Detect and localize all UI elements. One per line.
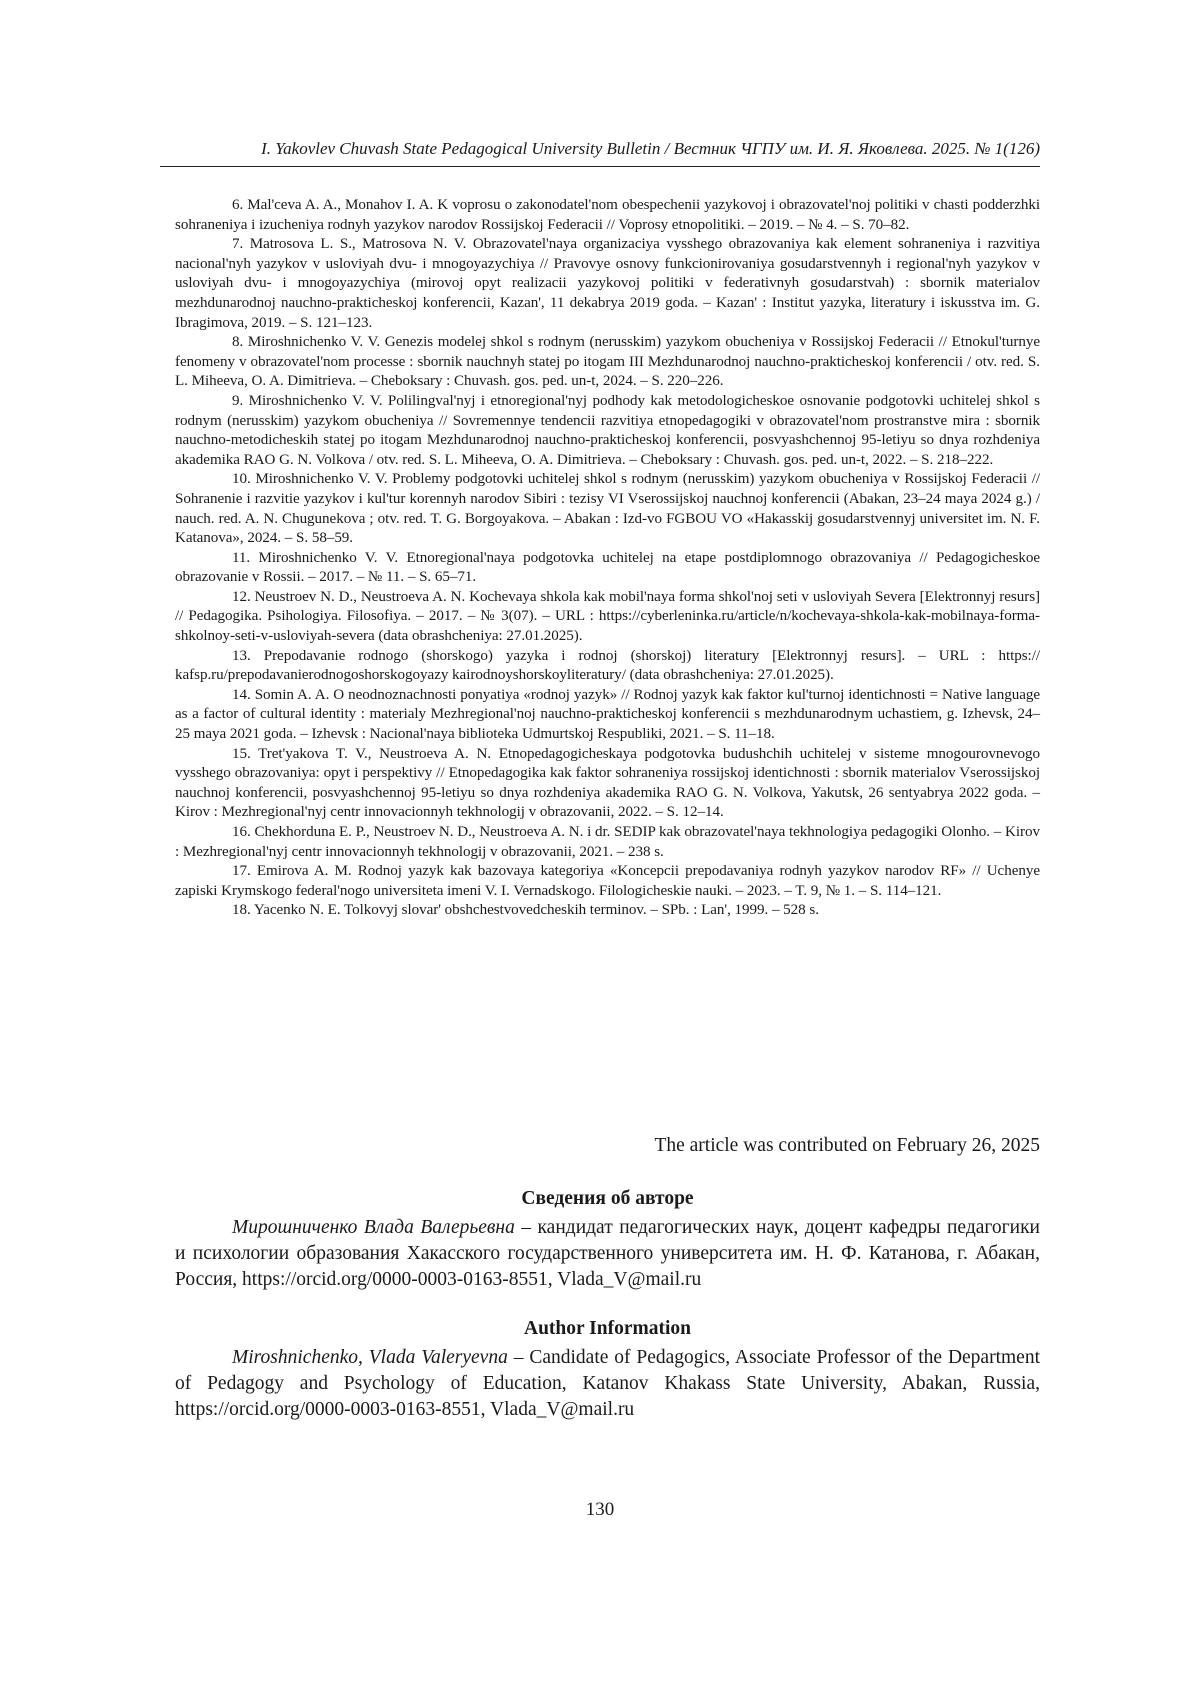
- reference-entry: 8. Miroshnichenko V. V. Genezis modelej shkol s rodnym (nerusskim) yazykom obucheniya v Rossijskoj Federacii // Etnokul'turnye fenomeny v obrazovatel'nom processe : sbornik nauchnyh statej po itogam III Mezhdunarodnoj nauchno-prakticheskoj konferencii / otv. red. S. L. Miheeva, O. A. Dimitrieva. – Cheboksary : Chuvash. gos. ped. un-t, 2024. – S. 220–226.: [175, 334, 1040, 390]
- reference-entry: 14. Somin A. A. O neodnoznachnosti ponyatiya «rodnoj yazyk» // Rodnoj yazyk kak faktor kul'turnoj identichnosti = Native language as a factor of cultural identity : materialy Mezhregional'noj nauchno-prakticheskoj konferencii s mezhdunarodnym uchastiem, g. Izhevsk, 24–25 maya 2021 goda. – Izhevsk : Nacional'naya biblioteka Udmurtskoj Respubliki, 2021. – S. 11–18.: [175, 686, 1040, 743]
- reference-entry: 16. Chekhorduna E. P., Neustroev N. D., Neustroeva A. N. i dr. SEDIP kak obrazovatel'naya tekhnologiya pedagogiki Olonho. – Kirov : Mezhregional'nyj centr innovacionnyh tekhnologij v obrazovanii, 2021. – 238 s.: [175, 824, 1040, 860]
- author-heading-ru: Сведения об авторе: [521, 1188, 694, 1209]
- reference-entry: 15. Tret'yakova T. V., Neustroeva A. N. Etnopedagogicheskaya podgotovka budushchih uchitelej v sisteme mnogourovnevogo vysshego obrazovaniya: opyt i perspektivy // Etnopedagogika kak faktor sohraneniya rossijskoj identichnosti : sbornik materialov Vserossijskoj nauchnoj konferencii, posvyashchennoj 95-letiyu so dnya rozhdeniya akademika RAO G. N. Volkova, Yakutsk, 26 sentyabrya 2022 goda. – Kirov : Mezhregional'nyj centr innovacionnyh tekhnologij v obrazovanii, 2022. – S. 12–14.: [175, 745, 1040, 821]
- author-paragraph-en: [175, 1345, 1040, 1423]
- reference-entry: 7. Matrosova L. S., Matrosova N. V. Obrazovatel'naya organizaciya vysshego obrazovaniya kak element sohraneniya i razvitiya nacional'nyh yazykov v usloviyah dvu- i mnogoyazychiya // Pravovye osnovy funkcionirovaniya gosudarstvennyh i regional'nyh yazykov v usloviyah dvu- i mnogoyazychiya (mirovoj opyt realizacii yazykovoj politiki v federativnyh gosudarstvah) : sbornik materialov mezhdunarodnoj nauchno-prakticheskoj konferencii, Kazan', 11 dekabrya 2019 goda. – Kazan' : Institut yazyka, literatury i iskusstva im. G. Ibragimova, 2019. – S. 121–123.: [175, 236, 1040, 331]
- reference-entry: 11. Miroshnichenko V. V. Etnoregional'naya podgotovka uchitelej na etape postdiplomnogo obrazovaniya // Pedagogicheskoe obrazovanie v Rossii. – 2017. – № 11. – S. 65–71.: [175, 549, 1040, 586]
- reference-entry: 12. Neustroev N. D., Neustroeva A. N. Kochevaya shkola kak mobil'naya forma shkol'noj seti v usloviyah Severa [Elektronnyj resurs] // Pedagogika. Psihologiya. Filosofiya. – 2017. – № 3(07). – URL : https://cyberleninka.ru/article/n/kochevaya-shkola-kak-mobilnaya-forma-shkolnoy-seti-v-usloviyah-severa (data obrashcheniya: 27.01.2025).: [175, 588, 1040, 645]
- author-name-ru: Мирошниченко Влада Валерьевна: [232, 1217, 515, 1238]
- author-details-ru: – кандидат педагогических наук, доцент кафедры педагогики и психологии образования Хакасского государственного университета им. Н. Ф. Катанова, г. Абакан, Россия, https://orcid.org/0000-0003-0163-8551, Vlada_V@mail.ru: [175, 1217, 1040, 1290]
- author-paragraph-ru: [175, 1215, 1040, 1293]
- reference-list: [175, 196, 1040, 921]
- author-info-en: [175, 1317, 1040, 1423]
- page-number: 130: [585, 1499, 615, 1520]
- journal-title: I. Yakovlev Chuvash State Pedagogical University Bulletin / Вестник ЧГПУ им. И. Я. Яковлева. 2025. № 1(126): [261, 139, 1040, 158]
- author-details-en: – Candidate of Pedagogics, Associate Professor of the Department of Pedagogy and Psychology of Education, Katanov Khakass State University, Abakan, Russia, https://orcid.org/0000-0003-0163-8551, Vlada_V@mail.ru: [175, 1347, 1040, 1420]
- author-heading-en: Author Information: [523, 1318, 692, 1339]
- reference-entry: 13. Prepodavanie rodnogo (shorskogo) yazyka i rodnoj (shorskoj) literatury [Elektronnyj resurs]. – URL : https:// kafsp.ru/prepodavanierodnogoshorskogoyazy kairodnoyshorskoyliteratury/ (data obrashcheniya: 27.01.2025).: [175, 647, 1040, 684]
- contribution-note: The article was contributed on February 26, 2025: [654, 1135, 1040, 1156]
- author-name-en: Miroshnichenko, Vlada Valeryevna: [232, 1347, 508, 1368]
- reference-entry: 10. Miroshnichenko V. V. Problemy podgotovki uchitelej shkol s rodnym (nerusskim) yazykom obucheniya v Rossijskoj Federacii // Sohranenie i razvitie yazykov i kul'tur korennyh narodov Sibiri : tezisy VI Vserossijskoj nauchnoj konferencii (Abakan, 23–24 maya 2024 g.) / nauch. red. A. N. Chugunekova ; otv. red. T. G. Borgoyakova. – Abakan : Izd-vo FGBOU VO «Hakasskij gosudarstvennyj universitet im. N. F. Katanova», 2024. – S. 58–59.: [175, 471, 1040, 547]
- reference-entry: 6. Mal'ceva A. A., Monahov I. A. K voprosu o zakonodatel'nom obespechenii yazykovoj i obrazovatel'noj politiki v chasti podderzhki sohraneniya i izucheniya rodnyh yazykov narodov Rossijskoj Federacii // Voprosy etnopolitiki. – 2019. – № 4. – S. 70–82.: [175, 197, 1040, 233]
- author-info-ru: [175, 1187, 1040, 1293]
- reference-entry: 18. Yacenko N. E. Tolkovyj slovar' obshchestvovedcheskih terminov. – SPb. : Lan', 1999. – 528 s.: [232, 902, 819, 919]
- reference-entry: 9. Miroshnichenko V. V. Polilingval'nyj i etnoregional'nyj podhody kak metodologicheskoe osnovanie podgotovki uchitelej shkol s rodnym (nerusskim) yazykom obucheniya // Sovremennye tendencii razvitiya etnopedagogiki v obrazovatel'nom prostranstve mira : sbornik nauchno-metodicheskih statej po itogam Mezhdunarodnoj nauchno-prakticheskoj konferencii, posvyashchennoj 95-letiyu so dnya rozhdeniya akademika RAO G. N. Volkova / otv. red. S. L. Miheeva, O. A. Dimitrieva. – Cheboksary : Chuvash. gos. ped. un-t, 2022. – S. 218–222.: [175, 392, 1040, 468]
- running-header: [160, 138, 1040, 167]
- reference-entry: 17. Emirova A. M. Rodnoj yazyk kak bazovaya kategoriya «Koncepcii prepodavaniya rodnyh yazykov narodov RF» // Uchenye zapiski Krymskogo federal'nogo universiteta imeni V. I. Vernadskogo. Filologicheskie nauki. – 2023. – T. 9, № 1. – S. 114–121.: [175, 863, 1040, 899]
